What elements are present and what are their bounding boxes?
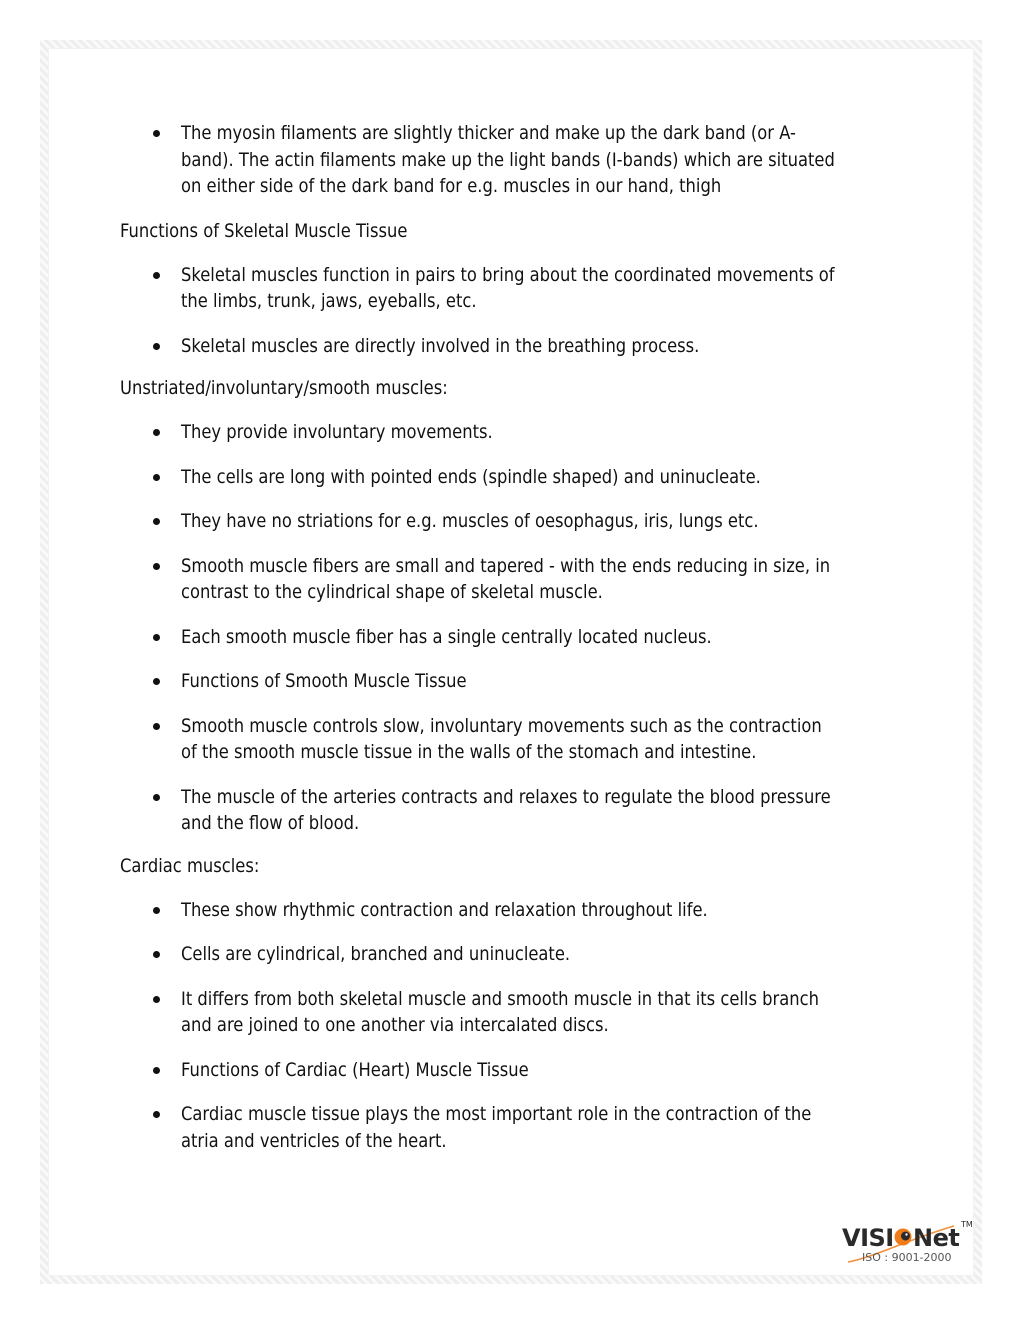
list-item xyxy=(120,508,920,535)
bullet-text: They provide involuntary movements. xyxy=(181,421,493,443)
bullet-text: These show rhythmic contraction and relaxation throughout life. xyxy=(181,898,708,921)
logo-brand-left: VISI xyxy=(842,1224,894,1252)
bullet-icon xyxy=(153,907,160,914)
bullet-icon xyxy=(153,1111,160,1118)
list-item xyxy=(120,986,920,1039)
bullet-icon xyxy=(153,518,160,525)
bullet-text: Skeletal muscles are directly involved in the breathing process. xyxy=(181,334,700,357)
bullet-icon xyxy=(153,951,160,958)
list-item xyxy=(120,419,920,446)
section-heading-smooth-muscles: Unstriated/involuntary/smooth muscles: xyxy=(120,377,448,399)
list-item xyxy=(120,120,920,200)
list-item xyxy=(120,1057,920,1084)
bullet-text: Skeletal muscles function in pairs to bring about the coordinated movements of the limbs, trunk, jaws, eyeballs, etc. xyxy=(181,263,835,312)
bullet-text: Functions of Cardiac (Heart) Muscle Tissue xyxy=(181,1058,529,1081)
list-item xyxy=(120,784,920,837)
section-heading-skeletal-functions: Functions of Skeletal Muscle Tissue xyxy=(120,219,408,242)
list-item xyxy=(120,262,920,315)
logo-trademark: TM xyxy=(961,1220,973,1229)
bullet-text: It differs from both skeletal muscle and smooth muscle in that its cells branch and are joined to one another via intercalated discs. xyxy=(181,987,819,1036)
list-item xyxy=(120,553,920,606)
bullet-icon xyxy=(153,1067,160,1074)
bullet-list-smooth-muscles xyxy=(120,419,920,837)
bullet-list-myosin xyxy=(120,120,920,200)
bullet-icon xyxy=(153,130,160,137)
bullet-icon xyxy=(153,996,160,1003)
logo-tagline: ISO : 9001-2000 xyxy=(862,1251,952,1264)
bullet-list-cardiac-muscles xyxy=(120,897,920,1155)
bullet-icon xyxy=(153,563,160,570)
logo-eye-icon xyxy=(895,1229,912,1246)
list-item xyxy=(120,464,920,491)
list-item xyxy=(120,897,920,924)
bullet-icon xyxy=(153,272,160,279)
list-item xyxy=(120,624,920,651)
bullet-icon xyxy=(153,429,160,436)
bullet-text: Each smooth muscle fiber has a single centrally located nucleus. xyxy=(181,625,712,648)
list-item xyxy=(120,1101,920,1154)
bullet-text: They have no striations for e.g. muscles of oesophagus, iris, lungs etc. xyxy=(181,510,759,532)
list-item xyxy=(120,333,920,360)
bullet-icon xyxy=(153,678,160,685)
bullet-text: Functions of Smooth Muscle Tissue xyxy=(181,670,467,692)
bullet-text: Cells are cylindrical, branched and uninucleate. xyxy=(181,943,571,965)
logo-brand-right: Net xyxy=(913,1224,960,1252)
bullet-text: The muscle of the arteries contracts and relaxes to regulate the blood pressure and the flow of blood. xyxy=(181,785,831,834)
bullet-icon xyxy=(153,343,160,350)
bullet-icon xyxy=(153,634,160,641)
list-item xyxy=(120,941,920,968)
bullet-text: Smooth muscle controls slow, involuntary movements such as the contraction of the smooth muscle tissue in the walls of the stomach and intestine. xyxy=(181,714,822,763)
bullet-list-skeletal-functions xyxy=(120,262,920,360)
bullet-icon xyxy=(153,474,160,481)
bullet-icon xyxy=(153,723,160,730)
bullet-text: The myosin filaments are slightly thicker and make up the dark band (or A- band). The actin filaments make up the light bands (I-bands) which are situated on either side of the dark band for e.g. muscles in our hand, thigh xyxy=(181,122,835,197)
list-item xyxy=(120,668,920,695)
bullet-text: Cardiac muscle tissue plays the most important role in the contraction of the atria and ventricles of the heart. xyxy=(181,1103,812,1152)
bullet-text: The cells are long with pointed ends (spindle shaped) and uninucleate. xyxy=(181,465,761,488)
bullet-icon xyxy=(153,794,160,801)
list-item xyxy=(120,713,920,766)
section-heading-cardiac-muscles: Cardiac muscles: xyxy=(120,854,260,877)
visionet-logo xyxy=(842,1218,977,1268)
document-body xyxy=(120,120,920,1154)
bullet-text: Smooth muscle fibers are small and tapered - with the ends reducing in size, in contrast to the cylindrical shape of skeletal muscle. xyxy=(181,554,831,603)
